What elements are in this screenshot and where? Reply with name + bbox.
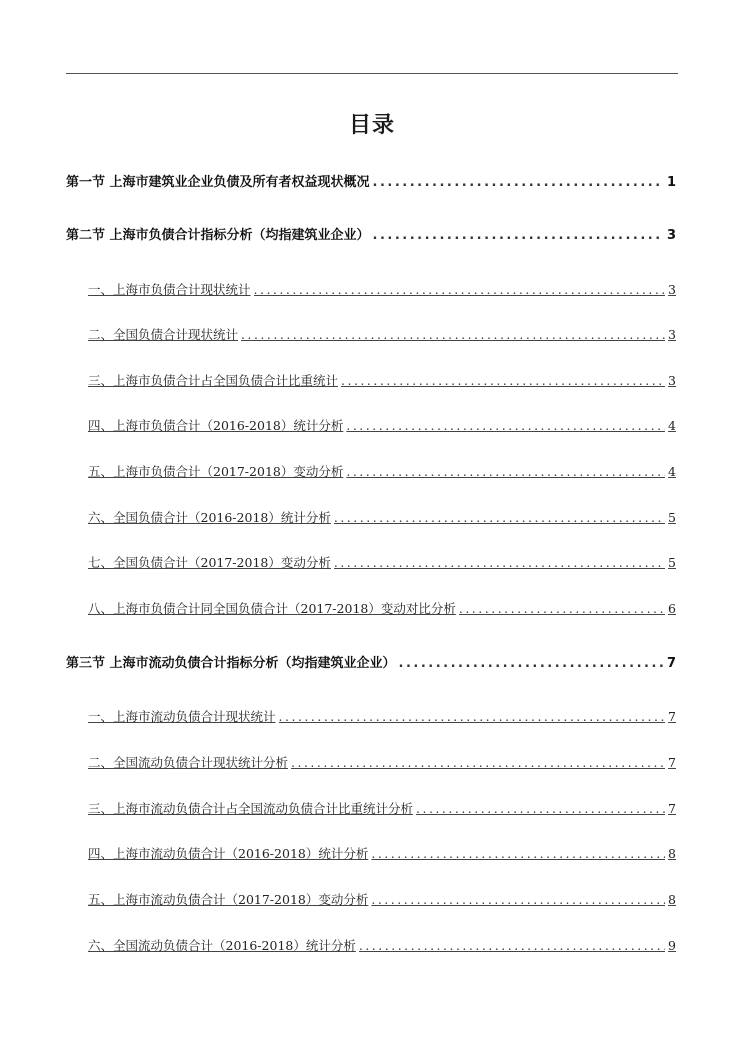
toc-entry-label: 五、上海市负债合计（2017-2018）变动分析 xyxy=(88,464,344,479)
toc-entry-2[interactable] xyxy=(66,226,676,246)
toc-entry-label: 六、全国流动负债合计（2016-2018）统计分析 xyxy=(88,938,356,953)
toc-entry-page: 3 xyxy=(666,228,676,243)
toc-entry-10[interactable] xyxy=(88,599,676,619)
toc-entry-page: 8 xyxy=(668,846,676,861)
toc-entry-page: 6 xyxy=(668,601,676,616)
toc-entry-label: 五、上海市流动负债合计（2017-2018）变动分析 xyxy=(88,892,369,907)
toc-entry-page: 7 xyxy=(668,755,676,770)
toc-entry-4[interactable] xyxy=(88,325,676,345)
toc-entry-page: 7 xyxy=(666,656,676,671)
toc-entry-11[interactable] xyxy=(66,654,676,674)
toc-entry-label: 一、上海市流动负债合计现状统计 xyxy=(88,709,276,724)
toc-leader-dots xyxy=(341,371,665,391)
toc-entry-label: 八、上海市负债合计同全国负债合计（2017-2018）变动对比分析 xyxy=(88,601,456,616)
toc-title: 目录 xyxy=(348,113,395,138)
toc-entry-17[interactable] xyxy=(88,936,676,956)
toc-entry-label: 三、上海市流动负债合计占全国流动负债合计比重统计分析 xyxy=(88,801,414,816)
toc-entry-14[interactable] xyxy=(88,799,676,819)
toc-leader-dots xyxy=(399,654,664,674)
toc-entry-13[interactable] xyxy=(88,753,676,773)
toc-leader-dots xyxy=(241,325,665,345)
toc-leader-dots xyxy=(416,799,665,819)
header-rule xyxy=(66,73,678,74)
toc-entry-page: 3 xyxy=(668,282,676,297)
toc-leader-dots xyxy=(459,599,665,619)
toc-entry-1[interactable] xyxy=(66,173,676,193)
toc-entry-label: 一、上海市负债合计现状统计 xyxy=(88,282,251,297)
toc-entry-label: 二、全国负债合计现状统计 xyxy=(88,327,239,342)
toc-leader-dots xyxy=(334,553,665,573)
toc-entry-label: 三、上海市负债合计占全国负债合计比重统计 xyxy=(88,373,339,388)
toc-entry-label: 第三节 上海市流动负债合计指标分析（均指建筑业企业） xyxy=(66,656,396,671)
toc-entry-page: 4 xyxy=(668,464,676,479)
toc-entry-page: 9 xyxy=(668,938,676,953)
toc-entry-page: 3 xyxy=(668,327,676,342)
toc-entry-3[interactable] xyxy=(88,280,676,300)
toc-leader-dots xyxy=(346,416,665,436)
toc-entry-page: 7 xyxy=(668,801,676,816)
toc-entry-6[interactable] xyxy=(88,416,676,436)
toc-entry-page: 5 xyxy=(668,510,676,525)
toc-entry-12[interactable] xyxy=(88,707,676,727)
toc-leader-dots xyxy=(279,707,666,727)
toc-entry-page: 7 xyxy=(668,709,676,724)
toc-entry-page: 5 xyxy=(668,555,676,570)
toc-leader-dots xyxy=(254,280,666,300)
toc-entry-label: 四、上海市流动负债合计（2016-2018）统计分析 xyxy=(88,846,369,861)
toc-leader-dots xyxy=(334,508,665,528)
toc-leader-dots xyxy=(373,226,664,246)
toc-entry-label: 四、上海市负债合计（2016-2018）统计分析 xyxy=(88,418,344,433)
toc-entry-16[interactable] xyxy=(88,890,676,910)
toc-entry-page: 4 xyxy=(668,418,676,433)
toc-entry-15[interactable] xyxy=(88,844,676,864)
toc-entry-page: 3 xyxy=(668,373,676,388)
toc-leader-dots xyxy=(359,936,665,956)
toc-entry-label: 六、全国负债合计（2016-2018）统计分析 xyxy=(88,510,331,525)
toc-leader-dots xyxy=(371,844,665,864)
toc-entry-7[interactable] xyxy=(88,462,676,482)
toc-entry-label: 第一节 上海市建筑业企业负债及所有者权益现状概况 xyxy=(66,175,370,190)
toc-entry-5[interactable] xyxy=(88,371,676,391)
toc-entry-8[interactable] xyxy=(88,508,676,528)
toc-entry-label: 二、全国流动负债合计现状统计分析 xyxy=(88,755,289,770)
toc-entry-page: 8 xyxy=(668,892,676,907)
toc-entry-label: 第二节 上海市负债合计指标分析（均指建筑业企业） xyxy=(66,228,370,243)
toc-leader-dots xyxy=(291,753,665,773)
toc-entry-page: 1 xyxy=(666,175,676,190)
toc-entry-9[interactable] xyxy=(88,553,676,573)
toc-leader-dots xyxy=(346,462,665,482)
toc-leader-dots xyxy=(371,890,665,910)
toc-leader-dots xyxy=(373,173,664,193)
toc-entry-label: 七、全国负债合计（2017-2018）变动分析 xyxy=(88,555,331,570)
